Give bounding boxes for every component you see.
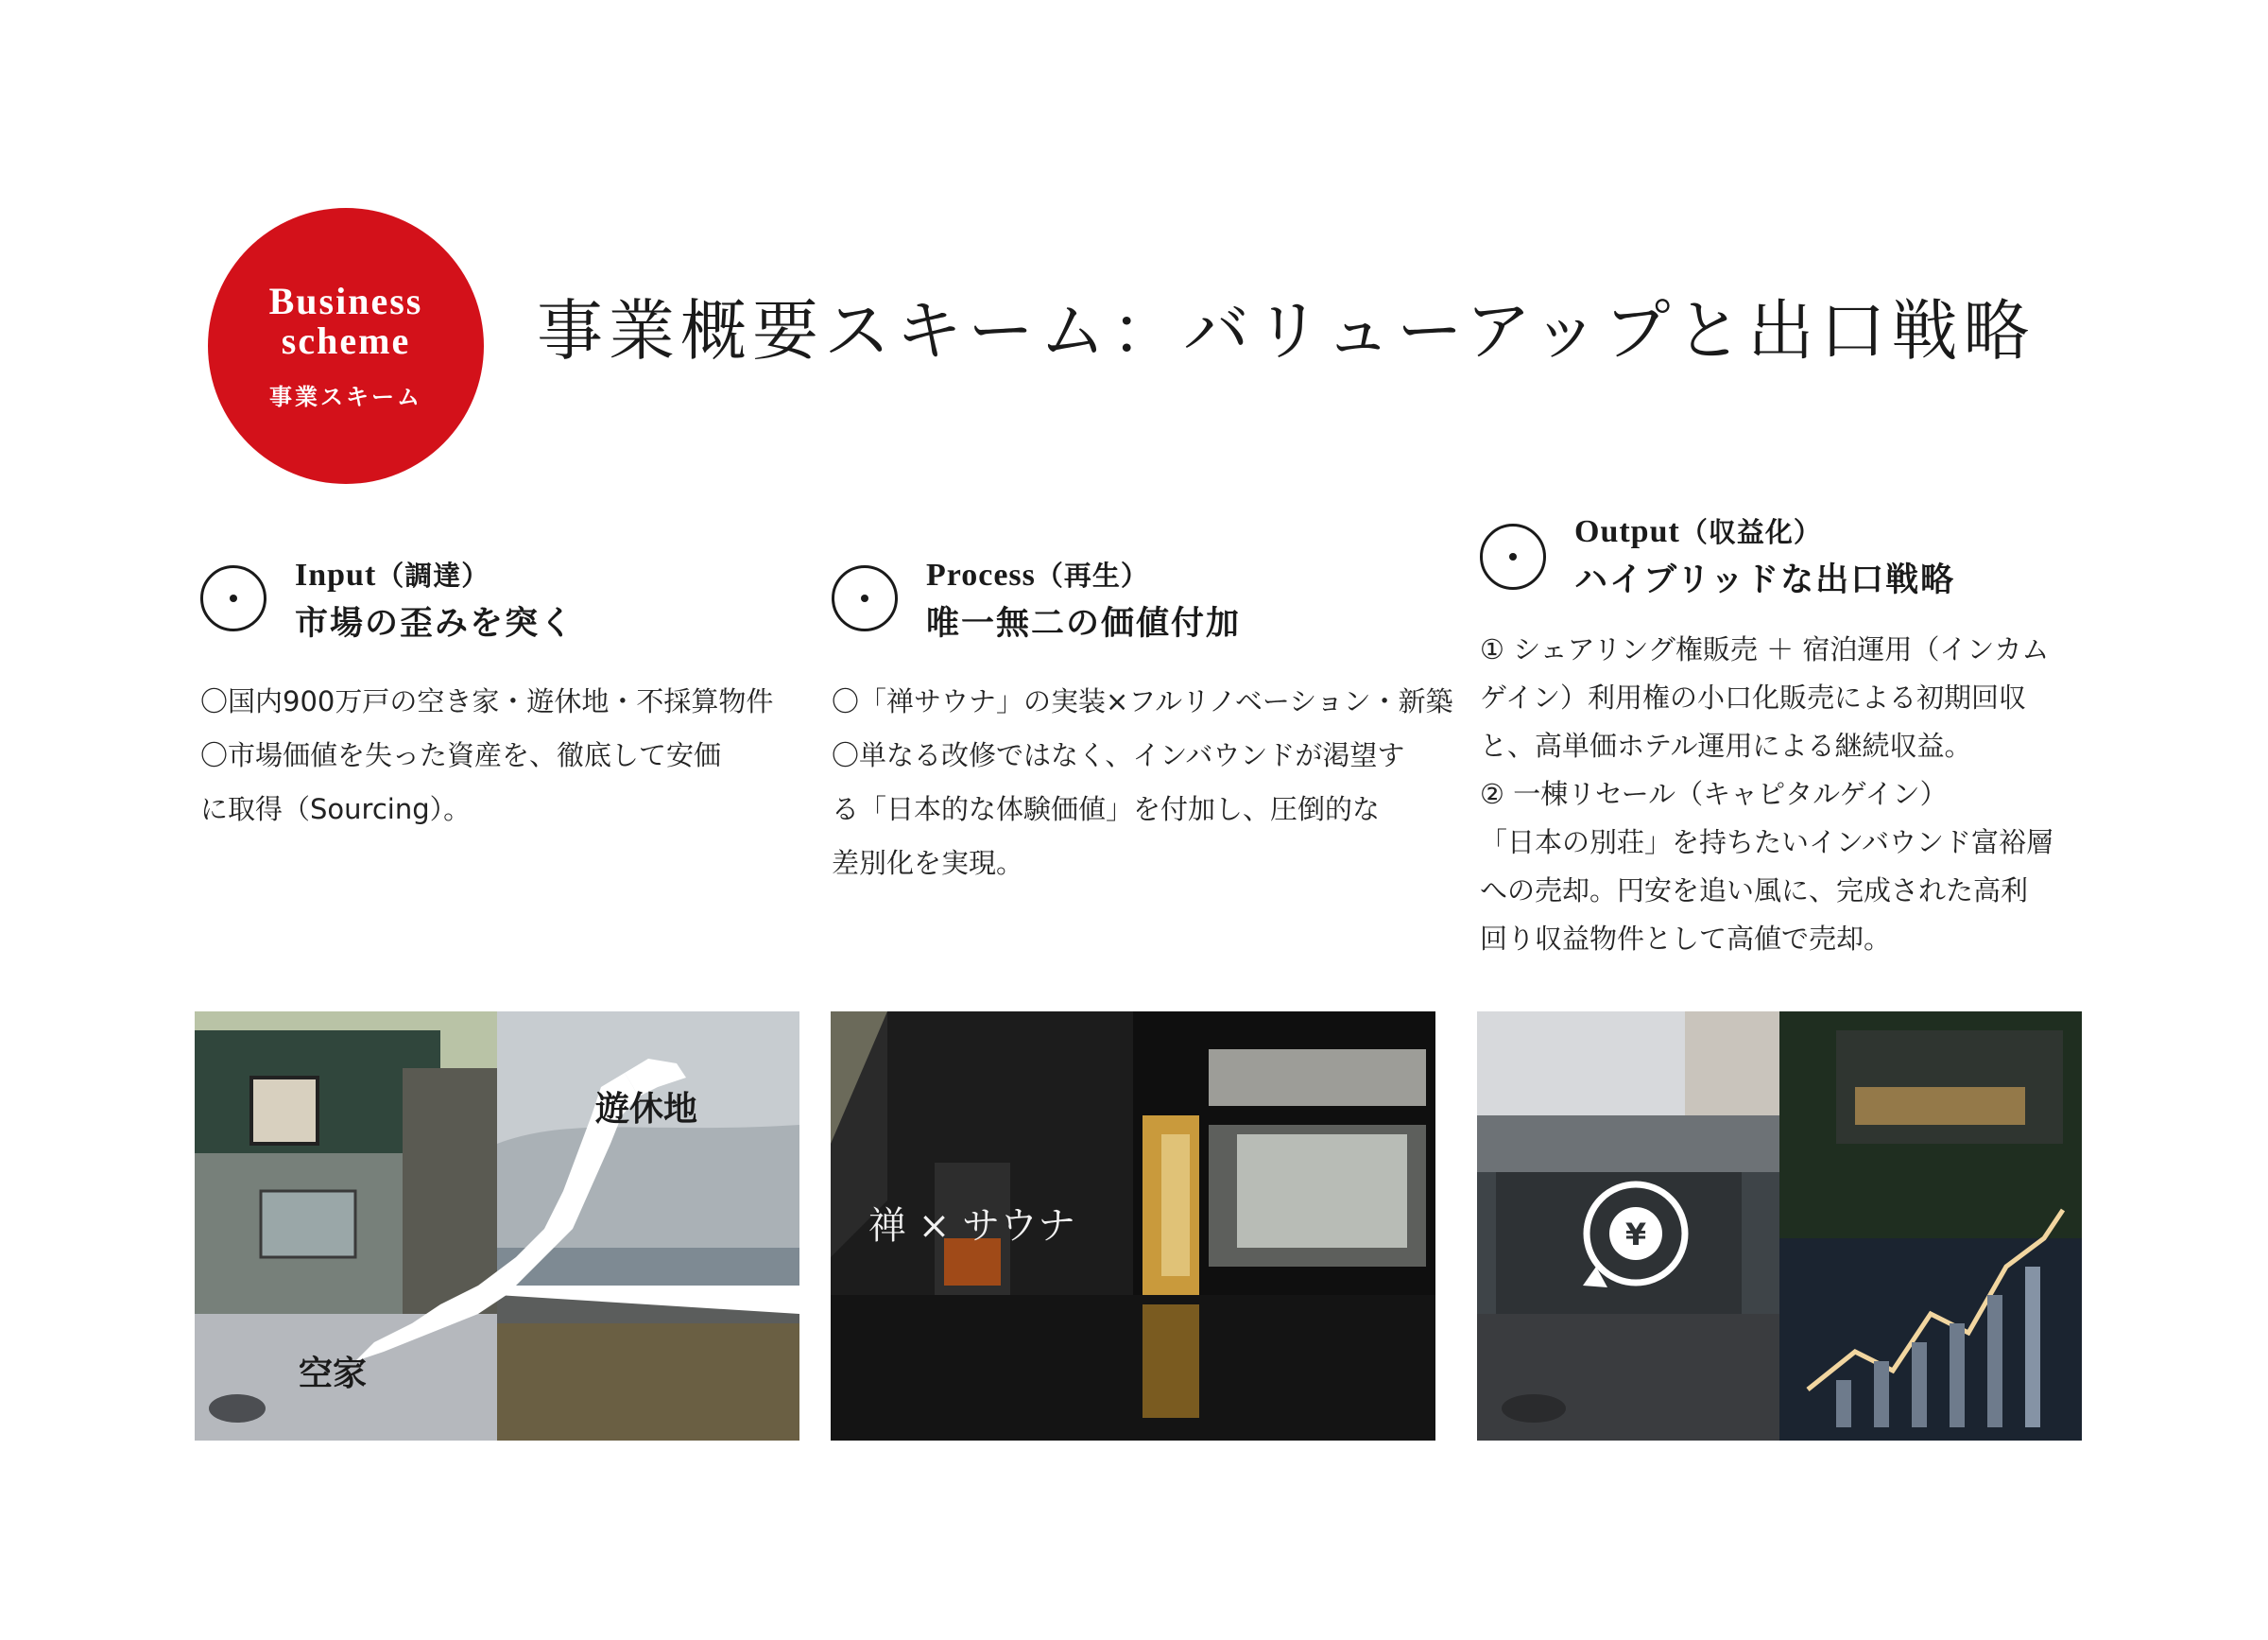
- column-output: [1480, 509, 2085, 963]
- body-line: 「日本の別荘」を持ちたいインバウンド富裕層: [1480, 826, 2053, 858]
- page-title: 事業概要スキーム：バリューアップと出口戦略: [537, 292, 2036, 370]
- column-input: [200, 552, 805, 837]
- body-line: 〇単なる改修ではなく、インバウンドが渇望す: [832, 739, 1405, 771]
- column-process-en: Process（再生）: [926, 558, 1149, 593]
- column-output-header: [1480, 509, 2085, 613]
- body-line: 〇市場価値を失った資産を、徹底して安価: [200, 739, 722, 771]
- body-line: ① シェアリング権販売 ＋ 宿泊運用（インカム: [1480, 633, 2050, 665]
- dot-circle-icon: [1480, 524, 1546, 590]
- body-line: 回り収益物件として高値で売却。: [1480, 923, 1892, 955]
- column-process: [832, 552, 1453, 890]
- body-line: ② 一棟リセール（キャピタルゲイン）: [1480, 778, 1948, 810]
- dot-circle-icon: [832, 565, 898, 631]
- photo-output-hotel: [1477, 1011, 2082, 1441]
- photo1-label-b: 空家: [299, 1354, 368, 1393]
- column-output-en: Output（収益化）: [1574, 514, 1822, 549]
- column-output-jp: ハイブリッドな出口戦略: [1574, 561, 1956, 599]
- body-line: と、高単価ホテル運用による継続収益。: [1480, 730, 1972, 762]
- body-line: る「日本的な体験価値」を付加し、圧倒的な: [832, 793, 1381, 825]
- photo-input-vacant-house: [195, 1011, 799, 1441]
- photo2-label: 禅 × サウナ: [868, 1204, 1075, 1248]
- column-process-jp: 唯一無二の価値付加: [926, 604, 1242, 643]
- yen-icon: ¥: [1624, 1217, 1647, 1252]
- body-line: 〇「禅サウナ」の実装×フルリノベーション・新築: [832, 685, 1453, 717]
- badge-jp: 事業スキーム: [269, 383, 422, 410]
- business-scheme-badge: [208, 208, 484, 484]
- badge-line2: scheme: [281, 319, 411, 362]
- photo1-label-a: 遊休地: [595, 1089, 698, 1129]
- column-process-header: [832, 552, 1446, 656]
- column-process-body: [832, 675, 1453, 890]
- column-input-jp: 市場の歪みを突く: [295, 604, 576, 643]
- column-output-body: [1480, 626, 2085, 963]
- body-line: への売却。円安を追い風に、完成された高利: [1480, 874, 2029, 906]
- body-line: 差別化を実現。: [832, 847, 1024, 879]
- body-line: に取得（Sourcing）。: [200, 793, 472, 825]
- body-line: 〇国内900万戸の空き家・遊休地・不採算物件: [200, 685, 774, 717]
- column-input-header: [200, 552, 805, 656]
- dot-circle-icon: [200, 565, 266, 631]
- column-input-body: [200, 675, 805, 837]
- photo-process-zen-sauna: [831, 1011, 1435, 1441]
- badge-line1: Business: [268, 279, 423, 322]
- body-line: ゲイン）利用権の小口化販売による初期回収: [1480, 682, 2026, 714]
- column-input-en: Input（調達）: [295, 558, 490, 593]
